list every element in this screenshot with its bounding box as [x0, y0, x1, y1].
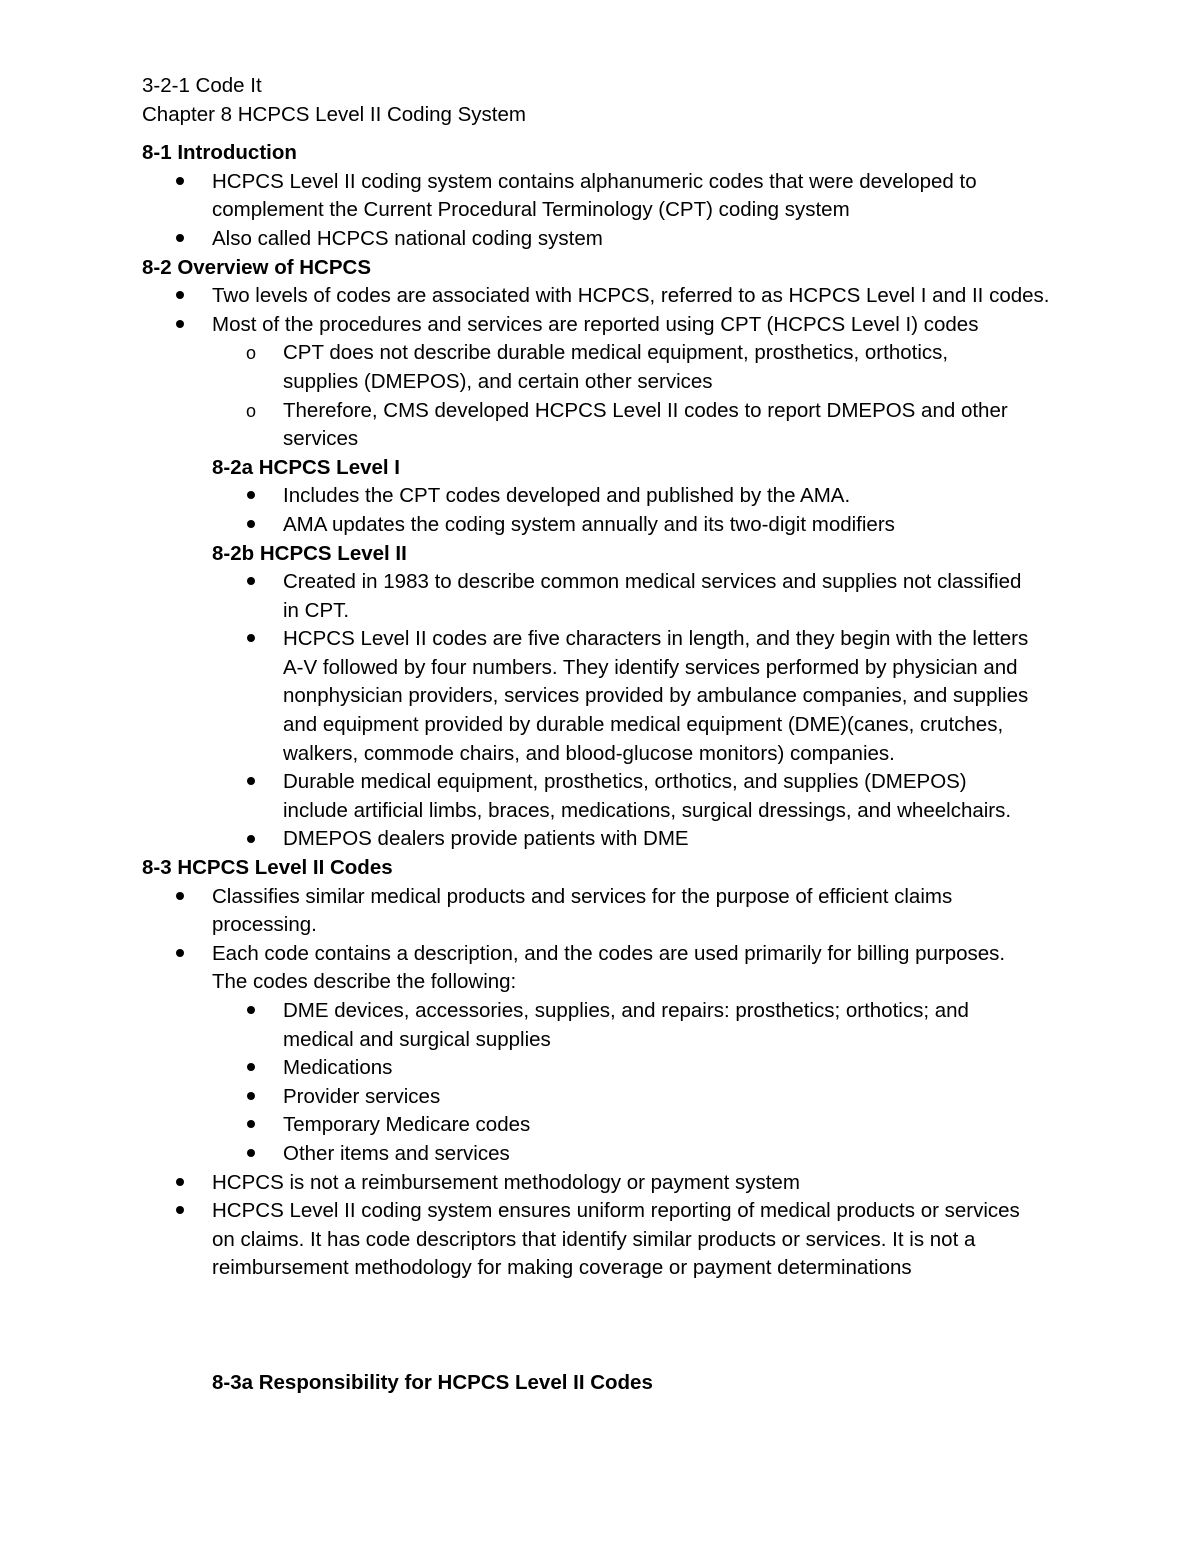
- bullet-list: [142, 282, 1082, 454]
- bullet-list: [142, 883, 1082, 1283]
- list-item: Each code contains a description, and the codes are used primarily for billing purposes. The codes describe the following:: [142, 940, 1082, 997]
- section-heading-8-2b: 8-2b HCPCS Level II: [212, 541, 407, 565]
- bullet-dot-icon: [241, 625, 261, 654]
- section-heading-8-3a: 8-3a Responsibility for HCPCS Level II Codes: [212, 1370, 653, 1394]
- document-body: [142, 72, 1082, 1398]
- bullet-circle-icon: o: [245, 343, 256, 364]
- list-item: DME devices, accessories, supplies, and repairs: prosthetics; orthotics; and medical and surgical supplies: [142, 997, 1082, 1054]
- list-item: HCPCS Level II coding system ensures uniform reporting of medical products or services on claims. It has code descriptors that identify similar products or services. It is not a reimbursement methodology for making coverage or payment determinations: [142, 1197, 1082, 1283]
- bullet-dot-icon: [241, 568, 261, 597]
- list-item: HCPCS Level II codes are five characters in length, and they begin with the letters A-V followed by four numbers. They identify services performed by physician and nonphysician providers, services provided by ambulance companies, and supplies and equipment provided by durable medical equipment (DME)(canes, crutches, walkers, commode chairs, and blood-glucose monitors) companies.: [142, 625, 1082, 768]
- bullet-dot-icon: [170, 883, 190, 912]
- list-item: o CPT does not describe durable medical equipment, prosthetics, orthotics, supplies (DMEPOS), and certain other services: [142, 339, 1082, 396]
- bullet-dot-icon: [170, 311, 190, 340]
- bullet-dot-icon: [170, 282, 190, 311]
- section-heading-8-3: 8-3 HCPCS Level II Codes: [142, 856, 393, 880]
- section-heading-8-1: 8-1 Introduction: [142, 141, 297, 165]
- bullet-list: [142, 482, 1082, 539]
- list-item: Medications: [142, 1054, 1082, 1083]
- bullet-list: [142, 168, 1082, 254]
- bullet-dot-icon: [241, 1111, 261, 1140]
- list-item: Provider services: [142, 1083, 1082, 1112]
- list-item: Temporary Medicare codes: [142, 1111, 1082, 1140]
- chapter-title: Chapter 8 HCPCS Level II Coding System: [142, 102, 526, 126]
- bullet-dot-icon: [241, 511, 261, 540]
- bullet-dot-icon: [170, 940, 190, 969]
- list-item: Classifies similar medical products and services for the purpose of efficient claims processing.: [142, 883, 1082, 940]
- list-item: Also called HCPCS national coding system: [142, 225, 1082, 254]
- bullet-dot-icon: [170, 1169, 190, 1198]
- bullet-dot-icon: [170, 168, 190, 197]
- list-item: HCPCS is not a reimbursement methodology or payment system: [142, 1169, 1082, 1198]
- bullet-dot-icon: [241, 768, 261, 797]
- section-heading-8-2: 8-2 Overview of HCPCS: [142, 255, 371, 279]
- bullet-list: [142, 568, 1082, 854]
- list-item: HCPCS Level II coding system contains alphanumeric codes that were developed to complement the Current Procedural Terminology (CPT) coding system: [142, 168, 1082, 225]
- list-item: Durable medical equipment, prosthetics, orthotics, and supplies (DMEPOS) include artificial limbs, braces, medications, surgical dressings, and wheelchairs.: [142, 768, 1082, 825]
- list-item: o Therefore, CMS developed HCPCS Level II codes to report DMEPOS and other services: [142, 397, 1082, 454]
- bullet-dot-icon: [241, 825, 261, 854]
- spacer: [142, 1283, 1082, 1369]
- course-title: 3-2-1 Code It: [142, 74, 262, 97]
- bullet-circle-icon: o: [245, 400, 256, 421]
- bullet-dot-icon: [170, 225, 190, 254]
- bullet-dot-icon: [241, 1140, 261, 1169]
- bullet-dot-icon: [241, 997, 261, 1026]
- bullet-dot-icon: [241, 482, 261, 511]
- bullet-dot-icon: [241, 1083, 261, 1112]
- section-heading-8-2a: 8-2a HCPCS Level I: [212, 455, 400, 479]
- list-item: DMEPOS dealers provide patients with DME: [142, 825, 1082, 854]
- bullet-dot-icon: [170, 1197, 190, 1226]
- list-item: Most of the procedures and services are reported using CPT (HCPCS Level I) codes: [142, 311, 1082, 340]
- bullet-dot-icon: [241, 1054, 261, 1083]
- list-item: Two levels of codes are associated with HCPCS, referred to as HCPCS Level I and II codes.: [142, 282, 1082, 311]
- list-item: Other items and services: [142, 1140, 1082, 1169]
- list-item: Created in 1983 to describe common medical services and supplies not classified in CPT.: [142, 568, 1082, 625]
- list-item: AMA updates the coding system annually and its two-digit modifiers: [142, 511, 1082, 540]
- list-item: Includes the CPT codes developed and published by the AMA.: [142, 482, 1082, 511]
